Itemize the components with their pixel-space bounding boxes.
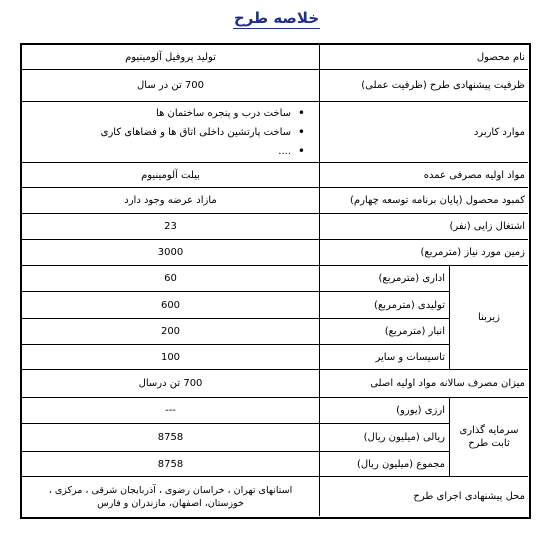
infra-office-value: 60 xyxy=(164,273,177,284)
investment-rial-label: ریالی (میلیون ریال) xyxy=(363,432,445,443)
infra-office-label: اداری (مترمربع) xyxy=(378,273,445,284)
uses-label: موارد کاربرد xyxy=(473,126,525,138)
raw-material-label: مواد اولیه مصرفی عمده xyxy=(423,169,525,181)
uses-item: • ساخت پارتشین داخلی اتاق ها و فضاهای کاری xyxy=(101,123,305,142)
infra-warehouse-value: 200 xyxy=(160,326,181,337)
uses-list xyxy=(101,104,319,161)
annual-raw-value: 700 تن درسال xyxy=(138,378,203,389)
investment-foreign-label: ارزی (یورو) xyxy=(396,405,445,416)
infra-warehouse-label: انبار (مترمربع) xyxy=(384,326,445,337)
investment-total-label: مجموع (میلیون ریال) xyxy=(356,458,445,470)
investment-foreign-value: --- xyxy=(165,405,176,416)
capacity-label: ظرفیت پیشنهادی طرح (ظرفیت عملی) xyxy=(361,80,525,91)
investment-label-line1: سرمایه گذاری xyxy=(459,425,519,436)
location-value-line2: خوزستان، اصفهان، مازندران و فارس xyxy=(97,497,244,509)
infra-facilities-value: 100 xyxy=(160,351,181,363)
infra-production-value: 600 xyxy=(160,299,181,311)
land-label: زمین مورد نیاز (مترمربع) xyxy=(420,247,525,258)
document-title: خلاصه طرح xyxy=(233,9,320,27)
location-label: محل پیشنهادی اجرای طرح xyxy=(413,491,525,502)
investment-label-line2: ثابت طرح xyxy=(468,438,510,449)
capacity-value: 700 تن در سال xyxy=(137,80,204,91)
location-value-line1: استانهای تهران ، خراسان رضوی ، آذربایجان شرقی ، مرکزی ، xyxy=(48,484,293,496)
employment-label: اشتغال زایی (نفر) xyxy=(449,221,525,232)
annual-raw-label: میزان مصرف سالانه مواد اولیه اصلی xyxy=(370,378,525,389)
location-value xyxy=(22,477,319,516)
summary-table xyxy=(20,43,531,519)
infra-facilities-label: تاسیسات و سایر xyxy=(375,351,445,363)
raw-material-value: بیلت آلومینیوم xyxy=(141,169,200,181)
uses-item: • .... xyxy=(101,142,305,161)
investment-rial-value: 8758 xyxy=(157,432,184,443)
land-value: 3000 xyxy=(157,247,184,258)
shortage-label: کمبود محصول (پایان برنامه توسعه چهارم) xyxy=(349,195,525,206)
infrastructure-label: زیربنا xyxy=(478,312,500,323)
uses-item: • ساخت درب و پنجره ساختمان ها xyxy=(101,104,305,123)
product-name-value: تولید پروفیل آلومینیوم xyxy=(125,51,216,63)
employment-value: 23 xyxy=(164,221,177,232)
investment-total-value: 8758 xyxy=(157,458,184,470)
infra-production-label: تولیدی (مترمربع) xyxy=(374,299,445,311)
uses-list-cell xyxy=(22,102,319,162)
investment-label xyxy=(450,398,528,476)
product-name-label: نام محصول xyxy=(476,51,525,63)
shortage-value: مازاد عرضه وجود دارد xyxy=(124,195,217,206)
